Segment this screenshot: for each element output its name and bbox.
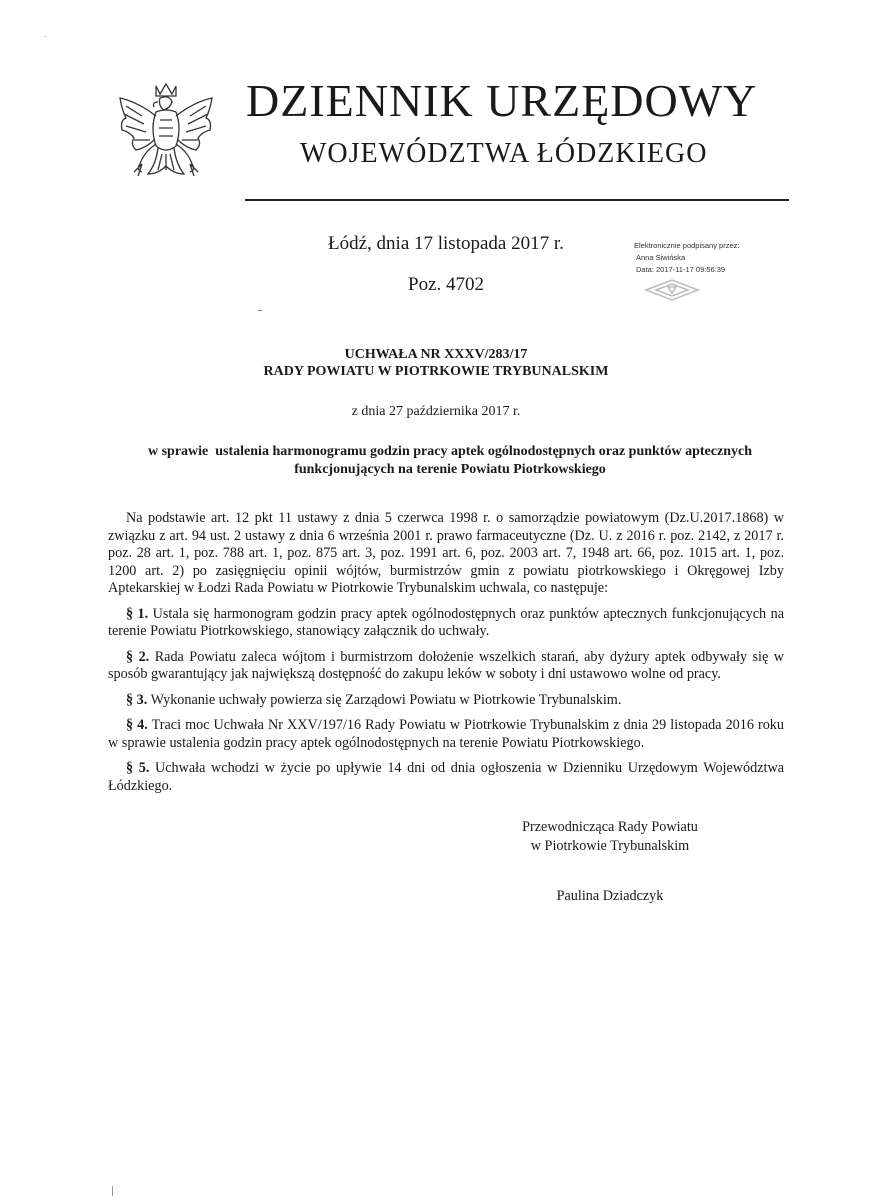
publication-date: Łódź, dnia 17 listopada 2017 r. [328, 233, 564, 254]
header-divider [245, 199, 789, 201]
resolution-subject [110, 443, 790, 479]
signature-name: Anna Siwińska [636, 253, 686, 262]
paragraph-4-text: Traci moc Uchwała Nr XXV/197/16 Rady Powiatu w Piotrkowie Trybunalskim z dnia 29 listopada 2016 roku w sprawie ustalenia godzin pracy aptek ogólnodostępnych na terenie Powiatu Piotrkowskiego. [108, 717, 784, 751]
paragraph-3-mark: § 3. [126, 691, 148, 708]
subject-line-2: funkcjonujących na terenie Powiatu Piotrkowskiego [294, 462, 606, 477]
signature-stamp-icon [642, 278, 702, 302]
subject-line-1: w sprawie ustalenia harmonogramu godzin pracy aptek ogólnodostępnych oraz punktów aptecznych [148, 444, 752, 459]
resolution-number: UCHWAŁA NR XXXV/283/17 [344, 347, 528, 362]
signatory-role-line-2: w Piotrkowie Trybunalskim [530, 838, 690, 854]
signatory-name: Paulina Dziadczyk [556, 888, 664, 904]
paragraph-4-mark: § 4. [126, 717, 148, 733]
paragraph-5-mark: § 5. [126, 760, 150, 776]
paragraph-2-mark: § 2. [126, 648, 150, 665]
paragraph-3 [108, 692, 784, 710]
paragraph-1 [108, 606, 784, 641]
signatory-role [480, 818, 740, 856]
paragraph-3-text: Wykonanie uchwały powierza się Zarządowi Powiatu w Piotrkowie Trybunalskim. [147, 691, 622, 708]
resolution-date: z dnia 27 października 2017 r. [351, 404, 521, 419]
signature-label: Elektronicznie podpisany przez: [634, 241, 740, 250]
paragraph-2-text: Rada Powiatu zaleca wójtom i burmistrzom dołożenie wszelkich starań, aby dyżury aptek odbywały się w sposób gwarantujący jak największą dostępność do zakupu leków w soboty i dni ustawowo wolne od pracy. [108, 648, 785, 682]
paragraph-1-text: Ustala się harmonogram godzin pracy aptek ogólnodostępnych oraz punktów aptecznych funkcjonujących na terenie Powiatu Piotrkowskiego, stanowiący załącznik do uchwały. [108, 605, 784, 639]
paragraph-2 [108, 649, 784, 684]
resolution-body [108, 510, 784, 803]
journal-subtitle: WOJEWÓDZTWA ŁÓDZKIEGO [300, 138, 708, 169]
scan-speck [44, 36, 47, 37]
paragraph-5-text: Uchwała wchodzi w życie po upływie 14 dni od dnia ogłoszenia w Dzienniku Urzędowym Województwa Łódzkiego. [108, 760, 785, 794]
scan-speck [258, 310, 262, 311]
resolution-heading [0, 346, 872, 380]
preamble-paragraph: Na podstawie art. 12 pkt 11 ustawy z dnia 5 czerwca 1998 r. o samorządzie powiatowym (Dz.U.2017.1868) w związku z art. 94 ust. 2 ustawy z dnia 6 września 2001 r. prawo farmaceutyczne (Dz. U. z 2016 r. poz. 2142, z 2017 r. poz. 28 art. 1, poz. 788 art. 1, poz. 875 art. 3, poz. 1991 art. 6, poz. 2003 art. 7, 1948 art. 66, poz. 1015 art. 1, poz. 1200 art. 2) po zasięgnięciu opinii wójtów, burmistrzów gmin z powiatu piotrkowskiego i Okręgowej Izby Aptekarskiej w Łodzi Rada Powiatu w Piotrkowie Trybunalskim uchwala, co następuje: [108, 510, 784, 596]
signatory-role-line-1: Przewodnicząca Rady Powiatu [522, 819, 698, 835]
position-number: Poz. 4702 [408, 274, 484, 295]
paragraph-4 [108, 717, 784, 752]
journal-title: DZIENNIK URZĘDOWY [246, 75, 758, 126]
paragraph-1-mark: § 1. [126, 605, 149, 622]
scan-speck [112, 1186, 113, 1196]
electronic-signature [634, 240, 784, 306]
polish-eagle-emblem [112, 80, 220, 198]
resolution-council: RADY POWIATU W PIOTRKOWIE TRYBUNALSKIM [263, 364, 609, 379]
paragraph-5 [108, 760, 784, 795]
signature-date: Data: 2017-11-17 09:56:39 [636, 265, 726, 274]
